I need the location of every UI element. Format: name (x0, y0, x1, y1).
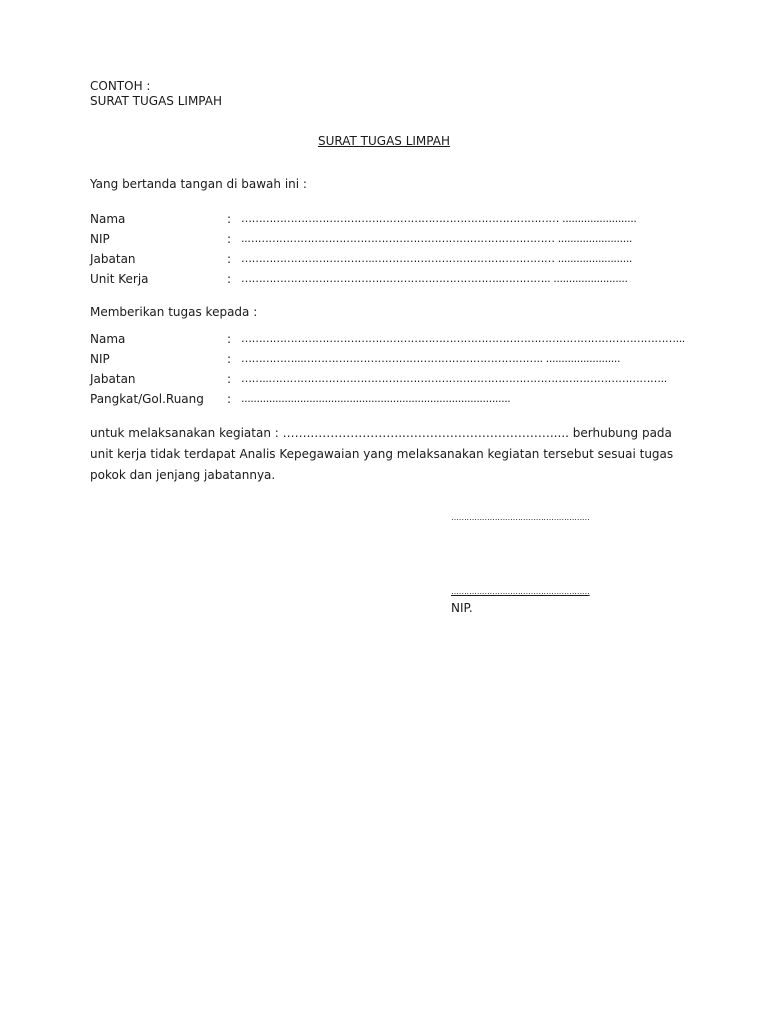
signature-name-line: ……………………………………………… (451, 587, 590, 596)
field-colon: : (227, 272, 232, 286)
signer-field-jabatan (90, 252, 650, 266)
field-colon: : (227, 212, 232, 226)
field-value: ……………………………………………………………………………………………………………... (241, 332, 685, 345)
field-value: ……………………………………………………………………………… ........................ (241, 212, 637, 225)
signer-field-unit-kerja (90, 272, 650, 286)
assignee-field-nama (90, 332, 685, 346)
field-colon: : (227, 372, 232, 386)
field-label: Nama (90, 332, 126, 346)
document-title: SURAT TUGAS LIMPAH (317, 134, 450, 148)
assignee-field-nip (90, 352, 650, 366)
field-colon: : (227, 232, 232, 246)
field-label: Unit Kerja (90, 272, 149, 286)
field-value: ………………………………………………………………..………….. ........................ (241, 272, 628, 285)
signer-field-nip (90, 232, 650, 246)
field-label: NIP (90, 352, 110, 366)
assignee-field-jabatan (90, 372, 667, 386)
header-example-label: CONTOH : (90, 79, 151, 93)
assign-intro-text: Memberikan tugas kepada : (90, 305, 258, 319)
field-label: NIP (90, 232, 110, 246)
field-value: ……………...………………………………………………………….. ........................ (241, 352, 621, 365)
field-label: Jabatan (90, 372, 136, 386)
field-colon: : (227, 252, 232, 266)
field-label: Pangkat/Gol.Ruang (90, 392, 204, 406)
intro-text: Yang bertanda tangan di bawah ini : (90, 177, 307, 191)
assignee-field-pangkat (90, 392, 650, 406)
field-value: ………………………………..…………………………………………… ........................ (241, 252, 633, 265)
field-value: ……..………………………………………………………………………………………………….. (241, 372, 667, 385)
field-colon: : (227, 352, 232, 366)
field-value: ..…………………………………………………………………………… ........................ (241, 232, 633, 245)
body-paragraph: untuk melaksanakan kegiatan : ……..…………………..………………………………..... berhubung pada unit kerja tidak terdapat Analis Kepegawaian yang melaksanakan kegiatan tersebut sesuai tugas pokok dan jenjang jabatannya. (90, 426, 674, 482)
signer-field-nama (90, 212, 650, 226)
header-subtitle: SURAT TUGAS LIMPAH (90, 94, 223, 108)
field-label: Nama (90, 212, 126, 226)
signature-nip-label: NIP. (451, 601, 473, 615)
field-label: Jabatan (90, 252, 136, 266)
field-value: ....................................................................................... (241, 392, 511, 405)
field-colon: : (227, 332, 232, 346)
signature-place-date: ……………………………………………… (451, 513, 590, 522)
field-colon: : (227, 392, 232, 406)
